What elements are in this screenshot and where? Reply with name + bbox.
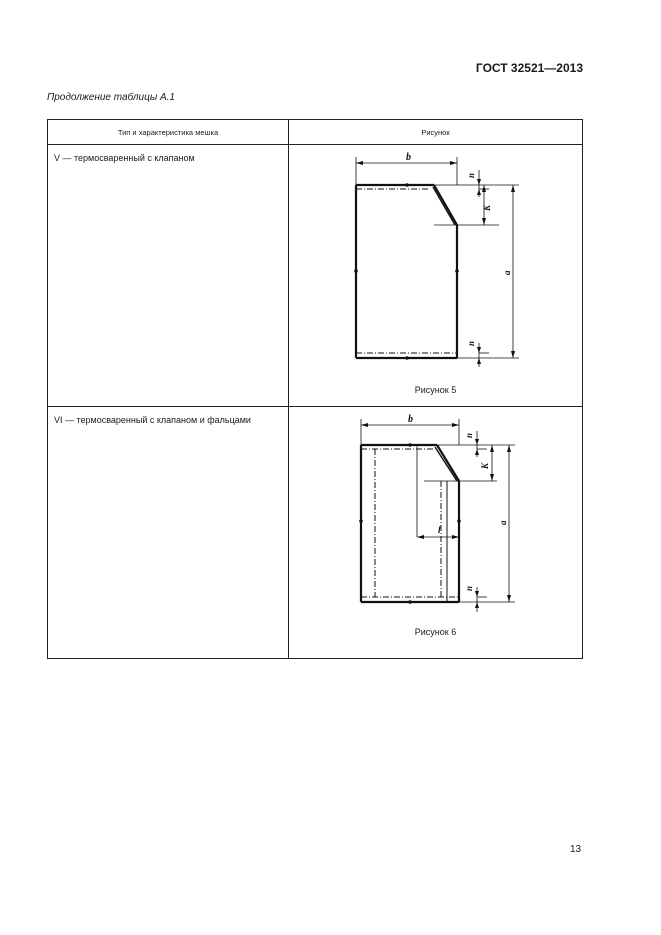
column-header-figure: Рисунок xyxy=(289,120,583,145)
bag-type-description: VI — термосваренный с клапаном и фальцами xyxy=(48,407,289,659)
dim-n-bottom-label: n xyxy=(464,585,474,591)
table-row xyxy=(48,407,583,659)
bag-type-description: V — термосваренный с клапаном xyxy=(48,145,289,407)
dim-a-label: a xyxy=(498,520,508,525)
table-row xyxy=(48,145,583,407)
dim-a-label: a xyxy=(502,270,512,275)
table-header-row xyxy=(48,120,583,145)
figure-5-drawing xyxy=(289,145,584,406)
figure-label: Рисунок 6 xyxy=(414,627,457,637)
dim-b-label: b xyxy=(408,414,413,425)
dim-n-bottom-label: n xyxy=(466,340,476,346)
dim-b-label: b xyxy=(406,152,411,163)
page-number: 13 xyxy=(570,844,582,855)
dim-k-label: K xyxy=(482,204,492,211)
dim-l-label: l xyxy=(438,525,441,535)
figure-cell xyxy=(289,407,583,659)
dim-n-top-label: n xyxy=(466,172,476,178)
figure-label: Рисунок 5 xyxy=(414,385,457,395)
dim-k-label: K xyxy=(480,462,490,469)
standard-number: ГОСТ 32521—2013 xyxy=(475,61,583,75)
bag-types-table xyxy=(47,119,583,659)
table-caption: Продолжение таблицы А.1 xyxy=(47,92,175,103)
figure-cell xyxy=(289,145,583,407)
dim-n-top-label: n xyxy=(464,432,474,438)
figure-6-drawing xyxy=(289,407,584,658)
column-header-type: Тип и характеристика мешка xyxy=(48,120,289,145)
